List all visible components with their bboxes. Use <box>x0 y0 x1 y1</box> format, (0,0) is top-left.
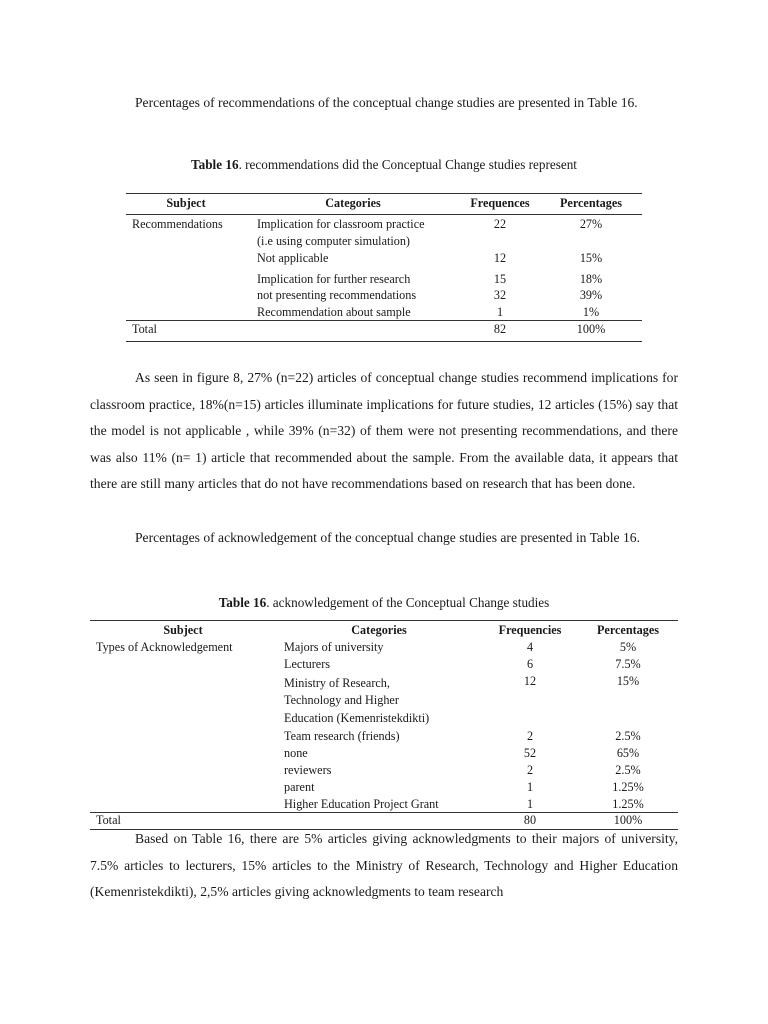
table1-row-frequency: 32 <box>493 288 507 302</box>
recommendations-table <box>126 193 642 342</box>
table2-row-category: Team research (friends) <box>284 729 400 743</box>
acknowledgement-table <box>90 620 678 830</box>
table1-header-categories: Categories <box>325 196 381 210</box>
intro-paragraph-acknowledgement: Percentages of acknowledgement of the conceptual change studies are presented in Table 16. <box>135 530 640 545</box>
table2-row-frequency: 1 <box>526 797 534 811</box>
discussion-paragraph-acknowledgement: Based on Table 16, there are 5% articles giving acknowledgments to their majors of university, 7.5% articles to lecturers, 15% articles to the Ministry of Research, Technology and Higher Education (Kemenristekdikti), 2,5% articles giving acknowledgments to team research <box>90 831 678 900</box>
table2-header-categories: Categories <box>351 623 407 637</box>
table1-row-frequency: 15 <box>493 272 507 286</box>
table2-caption-text: . acknowledgement of the Conceptual Change studies <box>266 595 550 610</box>
table1-row-percentage: 1% <box>582 305 600 319</box>
table2-row-category: Higher Education Project Grant <box>284 797 439 811</box>
table1-caption <box>0 157 768 173</box>
table2-row-percentage: 5% <box>619 640 637 654</box>
table1-row-category: Implication for classroom practice <box>257 217 425 231</box>
table1-total-frequency: 82 <box>493 322 507 336</box>
table2-row-frequency: 6 <box>526 657 534 671</box>
table2-row-category: none <box>284 746 308 760</box>
table1-caption-text: . recommendations did the Conceptual Change studies represent <box>238 157 577 172</box>
table1-header-row <box>126 194 642 215</box>
table2-row-frequency: 2 <box>526 763 534 777</box>
table1-row-category: Recommendation about sample <box>257 305 411 319</box>
table2-row-category: Technology and Higher <box>284 693 399 707</box>
table1-row-category: (i.e using computer simulation) <box>257 234 410 248</box>
table2-row-frequency: 1 <box>526 780 534 794</box>
table1-total-percentage: 100% <box>576 322 606 336</box>
table1-row-category: Implication for further research <box>257 272 411 286</box>
table2-row-percentage: 15% <box>616 674 640 688</box>
table2-row-category: Majors of university <box>284 640 384 654</box>
table2-row-percentage: 2.5% <box>615 729 641 743</box>
table2-row-category: Lecturers <box>284 657 331 671</box>
table2-header-percentages: Percentages <box>596 623 660 637</box>
discussion-paragraph-recommendations: As seen in figure 8, 27% (n=22) articles of conceptual change studies recommend implications for classroom practice, 18%(n=15) articles illuminate implications for future studies, 12 articles (15%) say that the model is not applicable , while 39% (n=32) of them were not presenting recommendations, and there was also 11% (n= 1) article that recommended about the sample. From the available data, it appears that there are still many articles that do not have recommendations based on research that has been done. <box>90 370 678 492</box>
table2-row-frequency: 52 <box>523 746 537 760</box>
table2-row-category: parent <box>284 780 315 794</box>
table2-subject-cell: Types of Acknowledgement <box>96 640 233 654</box>
table2-row-category: Ministry of Research, <box>284 676 390 690</box>
table2-row-percentage: 2.5% <box>615 763 641 777</box>
table2-total-percentage: 100% <box>613 813 643 827</box>
table1-row-percentage: 39% <box>579 288 603 302</box>
table2-total-frequency: 80 <box>523 813 537 827</box>
table1-caption-label: Table 16 <box>191 157 239 172</box>
table1-header-percentages: Percentages <box>559 196 623 210</box>
table1-row-category: Not applicable <box>257 251 329 265</box>
table2-row-category: Education (Kemenristekdikti) <box>284 711 430 725</box>
table1-total-label: Total <box>132 322 157 336</box>
table2-row-percentage: 7.5% <box>615 657 641 671</box>
table1-row-category: not presenting recommendations <box>257 288 417 302</box>
table1-row-frequency: 12 <box>493 251 507 265</box>
table1-row-frequency: 22 <box>493 217 507 231</box>
table2-header-subject: Subject <box>163 623 203 637</box>
table1-header-frequences: Frequences <box>470 196 530 210</box>
table2-caption <box>0 595 768 611</box>
table2-header-row <box>90 621 678 639</box>
table1-subject-cell: Recommendations <box>132 217 223 231</box>
table2-row-percentage: 1.25% <box>612 780 644 794</box>
table2-row-frequency: 12 <box>523 674 537 688</box>
table2-row-frequency: 2 <box>526 729 534 743</box>
table1-row-percentage: 18% <box>579 272 603 286</box>
table2-row-frequency: 4 <box>526 640 534 654</box>
intro-paragraph-recommendations: Percentages of recommendations of the conceptual change studies are presented in Table 16. <box>135 95 638 110</box>
table1-row-percentage: 15% <box>579 251 603 265</box>
table1-row-frequency: 1 <box>496 305 504 319</box>
table2-row-category: reviewers <box>284 763 332 777</box>
table2-total-label: Total <box>96 813 121 827</box>
table1-header-subject: Subject <box>166 196 206 210</box>
table2-caption-label: Table 16 <box>218 595 267 610</box>
table2-row-percentage: 65% <box>616 746 640 760</box>
table2-header-frequencies: Frequencies <box>498 623 562 637</box>
table1-row-percentage: 27% <box>579 217 603 231</box>
table2-row-percentage: 1.25% <box>612 797 644 811</box>
